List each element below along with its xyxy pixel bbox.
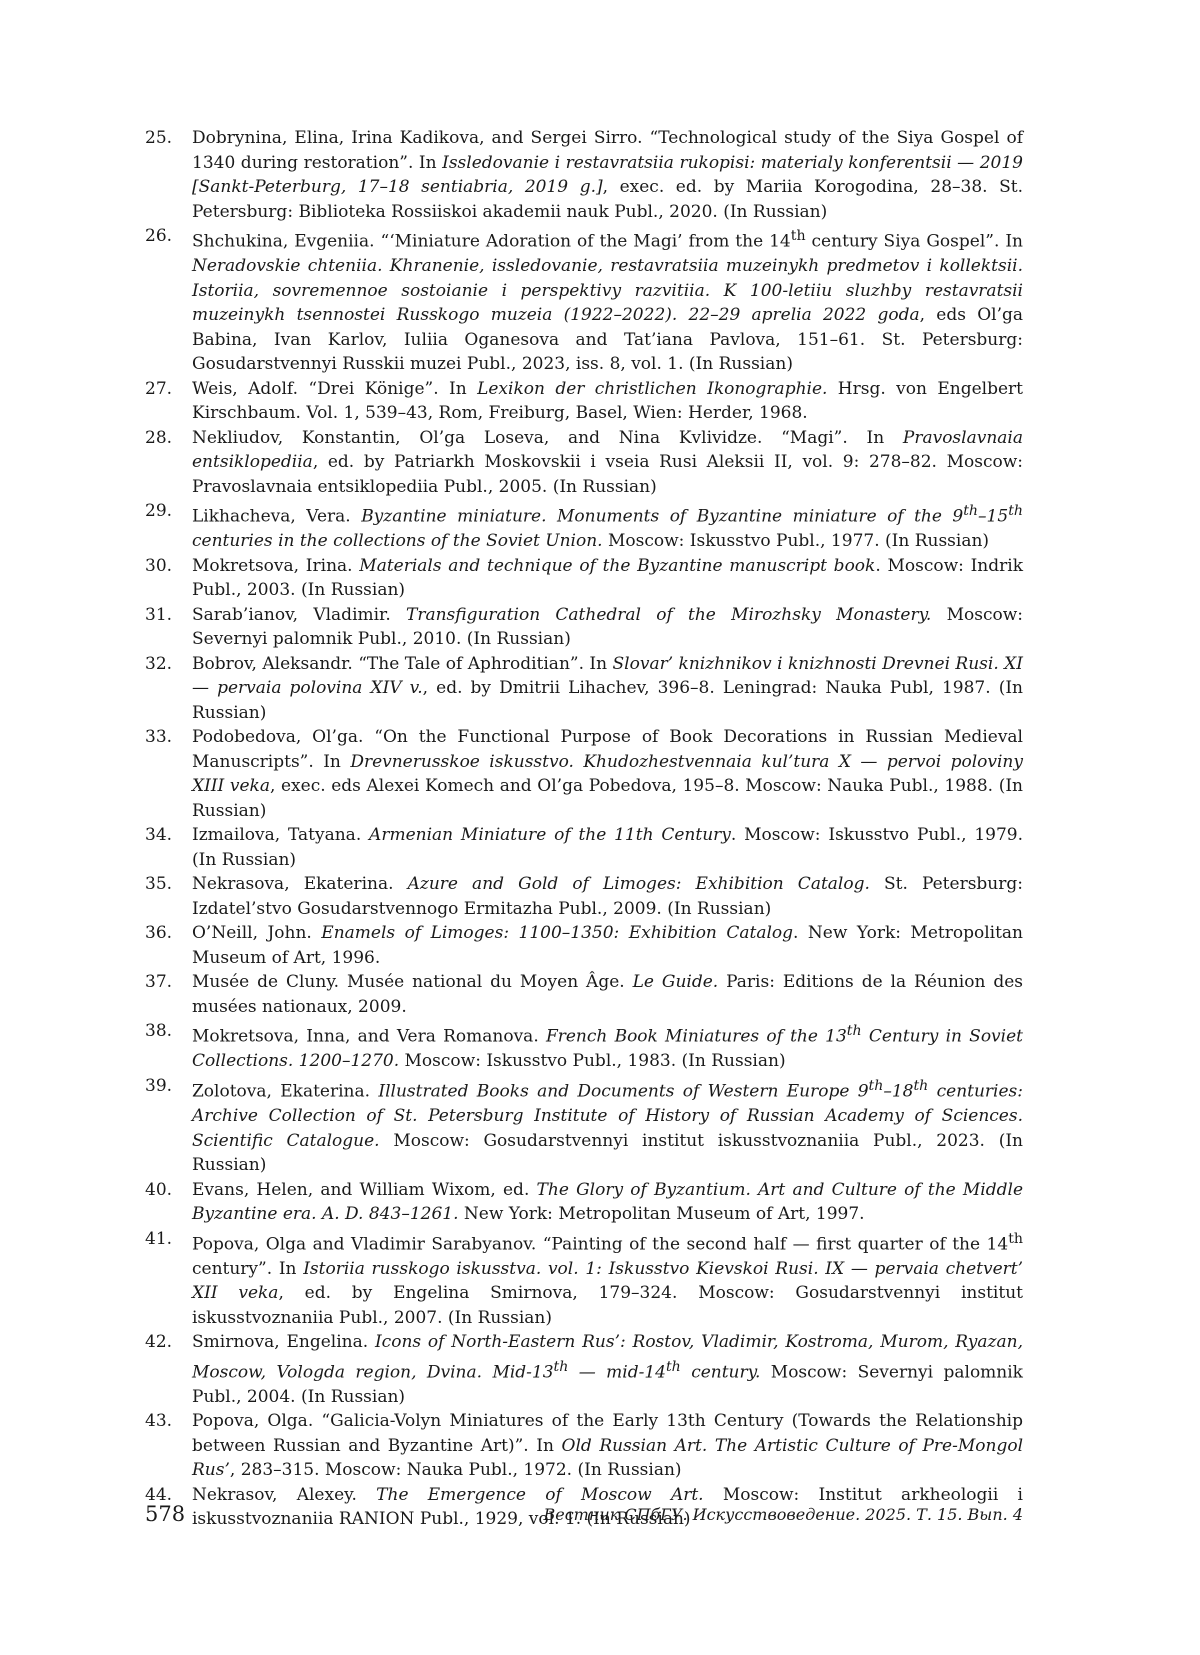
reference-segment: . New York: Metropolitan Museum of Art, 1996. — [192, 923, 1023, 968]
reference-text — [192, 377, 1023, 426]
reference-segment: Podobedova, Ol’ga. “On the Functional Purpose of Book Decorations in Russian Medieval Manuscripts”. In — [192, 727, 1023, 772]
reference-segment: Hrsg. von Engelbert Kirschbaum. Vol. 1, 539–43, Rom, Freiburg, Basel, Wien: Herder, 1968. — [192, 378, 1023, 424]
reference-segment: Smirnova, Engelina. — [192, 1332, 375, 1353]
reference-segment: Zolotova, Ekaterina. — [192, 1081, 379, 1102]
reference-italic-segment: Slovar’ knizhnikov i knizhnosti Drevnei Rusi. XI — pervaia polovina XIV v. — [192, 653, 1023, 699]
reference-segment: Weis, Adolf. “Drei Könige”. In — [192, 378, 478, 399]
reference-segment: , exec. eds Alexei Komech and Ol’ga Pobedova, 195–8. Moscow: Nauka Publ., 1988. (In Russian) — [192, 776, 1023, 821]
reference-number: 37. — [145, 972, 173, 993]
page-footer — [145, 1502, 1023, 1530]
reference-text — [192, 652, 1023, 726]
reference-segment: Likhacheva, Vera. — [192, 506, 362, 527]
reference-number: 35. — [145, 874, 173, 895]
reference-segment: O’Neill, John. — [192, 923, 322, 944]
reference-segment: , ed. by Patriarkh Moskovskii i vseia Rusi Aleksii II, vol. 9: 278–82. Moscow: Pravoslavnaia entsiklopediia Publ., 2005. (In Russian) — [192, 452, 1023, 497]
reference-text — [192, 603, 1023, 652]
reference-number: 33. — [145, 727, 173, 748]
reference-item — [145, 224, 1023, 377]
reference-number: 44. — [145, 1484, 173, 1505]
reference-item — [145, 554, 1023, 603]
reference-segment: th — [1008, 1230, 1023, 1247]
reference-number: 38. — [145, 1021, 173, 1042]
reference-italic-segment: century. — [680, 1362, 761, 1383]
reference-number: 42. — [145, 1332, 173, 1353]
reference-item — [145, 823, 1023, 872]
reference-segment: Evans, Helen, and William Wixom, ed. — [192, 1179, 537, 1200]
reference-segment: , exec. ed. by Mariia Korogodina, 28–38. St. Petersburg: Biblioteka Rossiiskoi akademii nauk Publ., 2020. (In Russian) — [192, 177, 1023, 222]
reference-italic-segment: Istoriia russkogo iskusstva. vol. 1: Iskusstvo Kievskoi Rusi. IX — pervaia chetvert’ XII veka — [192, 1258, 1023, 1304]
reference-italic-segment: Materials and technique of the Byzantine manuscript book — [359, 555, 876, 576]
reference-italic-segment: The Emergence of Moscow Art. — [376, 1484, 704, 1505]
reference-text — [192, 554, 1023, 603]
reference-italic-segment: th — [913, 1077, 929, 1094]
reference-italic-segment: Lexikon der christlichen Ikonographie. — [477, 378, 828, 399]
reference-segment: Moscow: Iskusstvo Publ., 1977. (In Russian) — [602, 531, 990, 552]
reference-item — [145, 872, 1023, 921]
reference-italic-segment: The Glory of Byzantium. Art and Culture of the Middle Byzantine era. A. D. 843–1261. — [192, 1179, 1024, 1225]
reference-text — [192, 921, 1023, 970]
reference-text — [192, 823, 1023, 872]
reference-italic-segment: centuries in the collections of the Soviet Union. — [192, 531, 603, 552]
reference-segment: Nekliudov, Konstantin, Ol’ga Loseva, and Nina Kvlividze. “Magi”. In — [192, 427, 903, 448]
reference-italic-segment: th — [1008, 503, 1023, 520]
reference-list — [145, 126, 1023, 1532]
reference-number: 36. — [145, 923, 173, 944]
reference-segment: Paris: Editions de la Réunion des musées nationaux, 2009. — [192, 972, 1024, 1017]
reference-segment: Dobrynina, Elina, Irina Kadikova, and Sergei Sirro. “Technological study of the Siya Gospel of 1340 during restoration”. In — [192, 128, 1023, 173]
reference-segment: Mokretsova, Irina. — [192, 555, 360, 576]
reference-number: 32. — [145, 653, 173, 674]
reference-segment: Popova, Olga. “Galicia-Volyn Miniatures of the Early 13th Century (Towards the Relationship between Russian and Byzantine Art)”. In — [192, 1411, 1023, 1456]
reference-item — [145, 1330, 1023, 1409]
reference-italic-segment: Pravoslavnaia entsiklopediia — [192, 427, 1023, 473]
reference-segment: Sarab’ianov, Vladimir. — [192, 604, 406, 625]
reference-item — [145, 652, 1023, 726]
reference-text — [192, 1019, 1023, 1074]
reference-italic-segment: French Book Miniatures of the 13 — [545, 1026, 847, 1047]
reference-italic-segment: centuries: Archive Collection of St. Petersburg Institute of History of Russian Academy of Sciences. Scientific Catalogue. — [192, 1081, 1023, 1151]
reference-italic-segment: th — [665, 1358, 681, 1375]
reference-italic-segment: Illustrated Books and Documents of Western Europe 9 — [378, 1081, 869, 1102]
reference-number: 39. — [145, 1075, 173, 1096]
reference-item — [145, 1074, 1023, 1178]
reference-number: 27. — [145, 378, 173, 399]
reference-text — [192, 126, 1023, 224]
reference-text — [192, 970, 1023, 1019]
reference-segment: , 283–315. Moscow: Nauka Publ., 1972. (In Russian) — [229, 1460, 682, 1481]
reference-italic-segment: –18 — [883, 1081, 914, 1102]
reference-italic-segment: th — [553, 1358, 569, 1375]
reference-italic-segment: Century in Soviet Collections. 1200–1270. — [192, 1026, 1023, 1072]
reference-italic-segment: Armenian Miniature of the 11th Century — [369, 825, 731, 846]
reference-item — [145, 1409, 1023, 1483]
reference-text — [192, 499, 1023, 554]
reference-text — [192, 426, 1023, 500]
reference-segment: Popova, Olga and Vladimir Sarabyanov. “Painting of the second half — first quarter of the 14 — [192, 1234, 1009, 1255]
reference-segment: New York: Metropolitan Museum of Art, 1997. — [458, 1204, 865, 1225]
reference-italic-segment: Le Guide. — [632, 972, 719, 993]
reference-italic-segment: Transfiguration Cathedral of the Mirozhsky Monastery. — [405, 604, 932, 625]
reference-italic-segment: –15 — [978, 506, 1009, 527]
reference-segment: , ed. by Engelina Smirnova, 179–324. Moscow: Gosudarstvennyi institut iskusstvoznaniia Publ., 2007. (In Russian) — [192, 1283, 1023, 1328]
reference-number: 25. — [145, 128, 173, 148]
reference-number: 43. — [145, 1411, 173, 1432]
page-number: 578 — [145, 1502, 186, 1526]
reference-text — [192, 1074, 1023, 1178]
reference-segment: century”. In — [192, 1258, 304, 1279]
reference-text — [192, 872, 1023, 921]
reference-text — [192, 1330, 1023, 1409]
reference-segment: Nekrasova, Ekaterina. — [192, 874, 408, 895]
reference-text — [192, 1178, 1023, 1227]
reference-segment: th — [790, 228, 806, 244]
reference-segment: Shchukina, Evgeniia. “‘Miniature Adoration of the Magi’ from the 14 — [192, 231, 791, 252]
reference-segment: , eds Ol’ga Babina, Ivan Karlov, Iuliia Oganesova and Tat’iana Pavlova, 151–61. St. Petersburg: Gosudarstvennyi Russkii muzei Publ., 2023, iss. 8, vol. 1. (In Russian) — [192, 305, 1023, 375]
reference-italic-segment: Neradovskie chteniia. Khranenie, issledovanie, restavratsiia muzeinykh predmetov i kollektsii. Istoriia, sovremennoe sostoianie i perspektivy razvitiia. K 100-letiiu sluzhby restavratsii muzeinykh tsennostei Russkogo muzeia (1922–2022). 22–29 aprelia 2022 goda — [192, 256, 1023, 326]
reference-text — [192, 1409, 1023, 1483]
reference-segment: , ed. by Dmitrii Lihachev, 396–8. Leningrad: Nauka Publ, 1987. (In Russian) — [192, 678, 1023, 723]
reference-segment: century Siya Gospel”. In — [805, 231, 1024, 252]
reference-item — [145, 725, 1023, 823]
reference-italic-segment: — mid-14 — [568, 1362, 666, 1383]
reference-number: 31. — [145, 604, 173, 625]
reference-number: 29. — [145, 501, 173, 522]
reference-item — [145, 921, 1023, 970]
reference-segment: Moscow: Iskusstvo Publ., 1983. (In Russian) — [399, 1051, 786, 1072]
reference-item — [145, 1227, 1023, 1331]
reference-text — [192, 725, 1023, 823]
reference-italic-segment: Enamels of Limoges: 1100–1350: Exhibition Catalog — [321, 923, 794, 944]
reference-segment: . Moscow: Indrik Publ., 2003. (In Russian) — [192, 555, 1024, 601]
reference-italic-segment: Drevnerusskoe iskusstvo. Khudozhestvennaia kul’tura X — pervoi poloviny XIII veka — [192, 751, 1023, 797]
reference-segment: Mokretsova, Inna, and Vera Romanova. — [192, 1026, 546, 1047]
reference-italic-segment: Icons of North-Eastern Rus’: Rostov, Vladimir, Kostroma, Murom, Ryazan, Moscow, Vologda region, Dvina. Mid-13 — [192, 1332, 1023, 1383]
reference-segment: . Moscow: Iskusstvo Publ., 1979. (In Russian) — [192, 825, 1023, 870]
journal-running-title: Вестник СПбГУ. Искусствоведение. 2025. Т. 15. Вып. 4 — [543, 1505, 1023, 1524]
reference-number: 30. — [145, 555, 173, 576]
reference-italic-segment: Issledovanie i restavratsiia rukopisi: materialy konferentsii — 2019 [Sankt-Peterburg, 17–18 sentiabria, 2019 g.] — [192, 152, 1023, 197]
reference-item — [145, 377, 1023, 426]
reference-segment: Moscow: Gosudarstvennyi institut iskusstvoznaniia Publ., 2023. (In Russian) — [192, 1130, 1023, 1176]
reference-segment: Izmailova, Tatyana. — [192, 825, 370, 846]
reference-segment: Nekrasov, Alexey. — [192, 1484, 377, 1505]
reference-segment: Musée de Cluny. Musée national du Moyen Âge. — [192, 972, 633, 993]
reference-italic-segment: Byzantine miniature. Monuments of Byzantine miniature of the 9 — [361, 506, 964, 527]
reference-item — [145, 970, 1023, 1019]
reference-item — [145, 1178, 1023, 1227]
reference-segment: Bobrov, Aleksandr. “The Tale of Aphroditian”. In — [192, 653, 613, 674]
reference-number: 26. — [145, 226, 173, 246]
reference-segment: Moscow: Institut arkheologii i iskusstvoznaniia RANION Publ., 1929, vol. 1. (In Russian) — [192, 1484, 1023, 1530]
reference-number: 40. — [145, 1179, 173, 1200]
reference-segment: Moscow: Severnyi palomnik Publ., 2004. (In Russian) — [192, 1362, 1023, 1407]
reference-item — [145, 1019, 1023, 1074]
reference-italic-segment: th — [868, 1077, 884, 1094]
reference-segment: Moscow: Severnyi palomnik Publ., 2010. (In Russian) — [192, 604, 1023, 650]
reference-number: 34. — [145, 825, 173, 846]
reference-italic-segment: Old Russian Art. The Artistic Culture of Pre-Mongol Rus’ — [192, 1435, 1024, 1481]
reference-segment: St. Petersburg: Izdatel’stvo Gosudarstvennogo Ermitazha Publ., 2009. (In Russian) — [192, 874, 1023, 919]
reference-item — [145, 126, 1023, 224]
reference-text — [192, 1227, 1023, 1331]
reference-item — [145, 499, 1023, 554]
reference-italic-segment: th — [846, 1023, 862, 1040]
reference-text — [192, 224, 1023, 377]
reference-italic-segment: Azure and Gold of Limoges: Exhibition Catalog. — [407, 874, 870, 895]
reference-item — [145, 603, 1023, 652]
reference-number: 41. — [145, 1228, 173, 1249]
reference-italic-segment: th — [963, 503, 979, 520]
reference-item — [145, 426, 1023, 500]
reference-number: 28. — [145, 427, 173, 448]
